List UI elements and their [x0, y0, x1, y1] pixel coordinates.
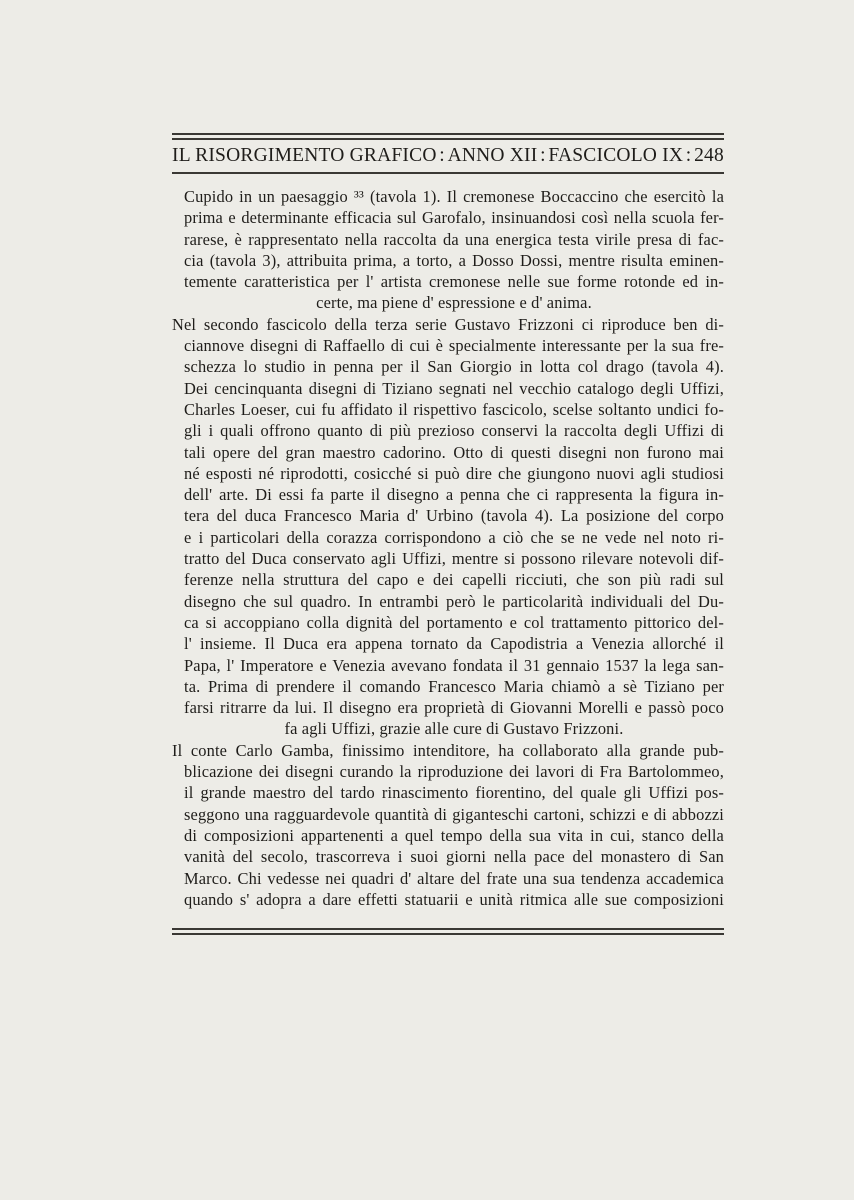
- text-line: dell' arte. Di essi fa parte il disegno a penna che ci rappresenta la figura in-: [184, 485, 724, 505]
- text-line: Il conte Carlo Gamba, finissimo intenditore, ha collaborato alla grande pub-: [172, 740, 724, 760]
- text-line: Nel secondo fascicolo della terza serie Gustavo Frizzoni ci riproduce ben di-: [172, 314, 724, 334]
- text-line: cia (tavola 3), attribuita prima, a torto, a Dosso Dossi, mentre risulta eminen-: [184, 250, 724, 270]
- text-line: schezza lo studio in penna per il San Giorgio in lotta col drago (tavola 4).: [184, 357, 724, 377]
- header-separator: :: [685, 145, 692, 166]
- text-line: seggono una ragguardevole quantità di giganteschi cartoni, schizzi e di abbozzi: [184, 804, 724, 824]
- header-separator: :: [540, 145, 546, 166]
- text-line: di composizioni appartenenti a quel tempo della sua vita in cui, stanco della: [184, 825, 724, 845]
- header-year: ANNO XII: [447, 145, 538, 166]
- text-line: vanità del secolo, trascorreva i suoi giorni nella pace del monastero di San: [184, 847, 724, 867]
- footer-rule: [172, 928, 724, 938]
- rule-line: [172, 172, 724, 174]
- text-line: rarese, è rappresentato nella raccolta da una energica testa virile presa di fac-: [184, 229, 724, 249]
- header-issue: FASCICOLO IX: [548, 145, 684, 166]
- text-line: ciannove disegni di Raffaello di cui è specialmente interessante per la sua fre-: [184, 336, 724, 356]
- text-line: e i particolari della corazza corrispondono a ciò che se ne vede nel noto ri-: [184, 527, 724, 547]
- text-line: Papa, l' Imperatore e Venezia avevano fondata il 31 gennaio 1537 la lega san-: [184, 655, 724, 675]
- text-line: disegno che sul quadro. In entrambi però le particolarità individuali del Du-: [184, 591, 724, 611]
- rule-line: [172, 133, 724, 135]
- text-line: Marco. Chi vedesse nei quadri d' altare del frate una sua tendenza accademica: [184, 868, 724, 888]
- text-line: Dei cencinquanta disegni di Tiziano segnati nel vecchio catalogo degli Uffizi,: [184, 378, 724, 398]
- text-line: ferenze nella struttura del capo e dei capelli ricciuti, che son più radi sul: [184, 570, 724, 590]
- text-line: prima e determinante efficacia sul Garofalo, insinuandosi così nella scuola fer-: [184, 208, 724, 228]
- rule-line: [172, 928, 724, 930]
- text-line: tratto del Duca conservato agli Uffizi, mentre si possono rilevare notevoli dif-: [184, 549, 724, 569]
- text-line: tali opere del gran maestro cadorino. Otto di questi disegni non furono mai: [184, 442, 724, 462]
- text-line: fa agli Uffizi, grazie alle cure di Gustavo Frizzoni.: [284, 719, 624, 739]
- text-line: il grande maestro del tardo rinascimento fiorentino, del quale gli Uffizi pos-: [184, 783, 724, 803]
- header-top-rule: [172, 133, 724, 143]
- text-line: né esposti né riprodotti, cosicché si può dire che giungono nuovi agli studiosi: [184, 463, 724, 483]
- running-header: [172, 145, 724, 167]
- text-line: certe, ma piene d' espressione e d' anima.: [316, 293, 592, 313]
- body-text: [172, 186, 724, 910]
- text-line: farsi ritrarre da lui. Il disegno era proprietà di Giovanni Morelli e passò poco: [184, 698, 724, 718]
- text-line: temente caratteristica per l' artista cremonese nelle sue forme rotonde ed in-: [184, 272, 724, 292]
- header-separator: :: [439, 145, 445, 166]
- text-line: quando s' adopra a dare effetti statuarii e unità ritmica alle sue composizioni: [184, 889, 724, 909]
- text-line: blicazione dei disegni curando la riproduzione dei lavori di Fra Bartolommeo,: [184, 762, 724, 782]
- rule-line: [172, 138, 724, 140]
- text-line: ca si accoppiano colla dignità del portamento e col trattamento pittorico del-: [184, 612, 724, 632]
- text-line: gli i quali offrono quanto di più prezioso conservi la raccolta degli Uffizi di: [184, 421, 724, 441]
- rule-line: [172, 933, 724, 935]
- page-number: 248: [694, 145, 724, 166]
- header-bottom-rule: [172, 172, 724, 177]
- header-journal-title: IL RISORGIMENTO GRAFICO: [172, 145, 437, 166]
- text-line: tera del duca Francesco Maria d' Urbino (tavola 4). La posizione del corpo: [184, 506, 724, 526]
- text-line: Charles Loeser, cui fu affidato il rispettivo fascicolo, scelse soltanto undici fo-: [184, 399, 724, 419]
- text-line: Cupido in un paesaggio ³³ (tavola 1). Il cremonese Boccaccino che esercitò la: [184, 187, 724, 206]
- text-line: l' insieme. Il Duca era appena tornato da Capodistria a Venezia allorché il: [184, 634, 724, 654]
- text-line: ta. Prima di prendere il comando Francesco Maria chiamò a sè Tiziano per: [184, 676, 724, 696]
